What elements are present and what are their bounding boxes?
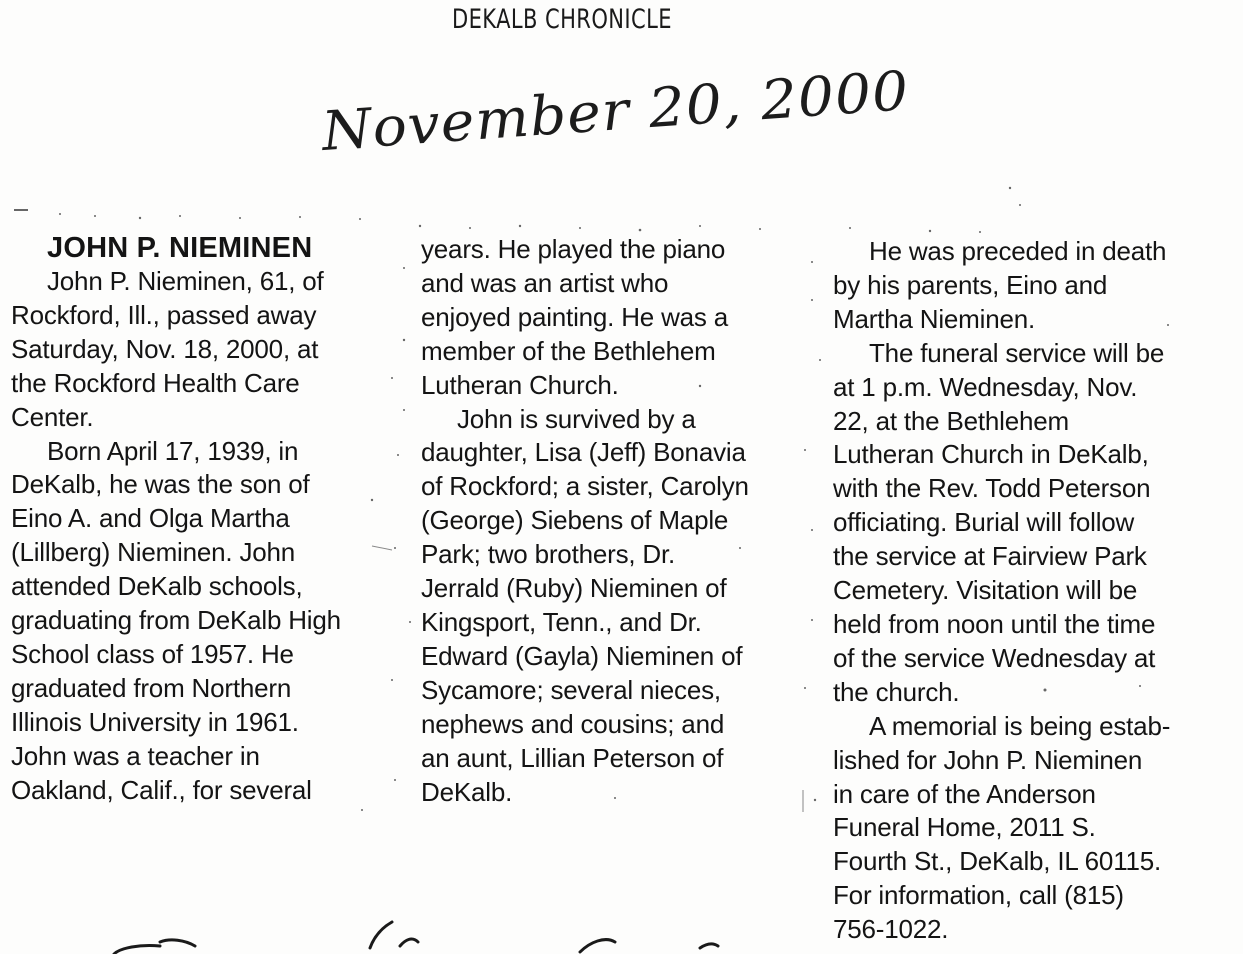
handwritten-date: November 20, 2000 [319, 59, 912, 163]
article-line: Kingsport, Tenn., and Dr. [421, 606, 702, 637]
article-line: Lutheran Church in DeKalb, [833, 439, 1149, 470]
article-line: Eino A. and Olga Martha [11, 503, 290, 534]
article-line: officiating. Burial will follow [833, 507, 1135, 538]
article-line: daughter, Lisa (Jeff) Bonavia [421, 437, 746, 468]
article-line: member of the Bethlehem [421, 335, 716, 366]
article-line: Illinois University in 1961. [11, 706, 299, 737]
article-line: Born April 17, 1939, in [47, 435, 299, 466]
article-line: attended DeKalb schools, [11, 571, 303, 602]
article-line: at 1 p.m. Wednesday, Nov. [833, 371, 1138, 402]
article-line: the Rockford Health Care [11, 367, 300, 398]
article-line: Sycamore; several nieces, [421, 674, 721, 705]
article-line: in care of the Anderson [833, 778, 1096, 809]
article-line: years. He played the piano [421, 234, 726, 264]
article-line: Jerrald (Ruby) Nieminen of [421, 573, 727, 604]
article-line: (George) Siebens of Maple [421, 505, 729, 536]
article-line: Center. [11, 401, 94, 432]
article-line: DeKalb, he was the son of [11, 469, 310, 500]
article-line: Park; two brothers, Dr. [421, 539, 676, 570]
article-line: The funeral service will be [869, 337, 1165, 368]
article-line: enjoyed painting. He was a [421, 301, 729, 332]
article-line: Funeral Home, 2011 S. [833, 812, 1096, 843]
article-line: John is survived by a [457, 403, 696, 434]
article-line: Martha Nieminen. [833, 303, 1035, 334]
newspaper-masthead: DEKALB CHRONICLE [452, 4, 672, 35]
article-line: and was an artist who [421, 267, 669, 298]
article-line: Fourth St., DeKalb, IL 60115. [833, 846, 1162, 877]
article-line: Edward (Gayla) Nieminen of [421, 640, 743, 671]
article-line: the church. [833, 676, 960, 707]
article-line: of Rockford; a sister, Carolyn [421, 471, 749, 502]
article-column-3 [833, 235, 1170, 947]
article-column-1 [11, 232, 341, 808]
article-line: School class of 1957. He [11, 638, 294, 669]
article-line: of the service Wednesday at [833, 642, 1156, 673]
article-line: (Lillberg) Nieminen. John [11, 537, 296, 568]
article-line: DeKalb. [421, 776, 513, 807]
article-column-2 [421, 233, 749, 809]
article-line: John was a teacher in [11, 740, 260, 771]
article-line: 756-1022. [833, 914, 949, 945]
handwritten-scrawl [100, 918, 740, 954]
article-line: He was preceded in death [869, 236, 1167, 266]
article-line: John P. Nieminen, 61, of [47, 266, 324, 296]
article-line: graduated from Northern [11, 672, 292, 703]
article-line: the service at Fairview Park [833, 541, 1147, 572]
article-line: Lutheran Church. [421, 369, 619, 400]
article-line: For information, call (815) [833, 880, 1124, 911]
article-line: Rockford, Ill., passed away [11, 299, 317, 330]
article-line: lished for John P. Nieminen [833, 744, 1143, 775]
article-line: held from noon until the time [833, 608, 1156, 639]
article-line: graduating from DeKalb High [11, 605, 341, 636]
article-line: nephews and cousins; and [421, 708, 725, 739]
article-line: A memorial is being estab- [869, 710, 1171, 741]
obituary-headline: JOHN P. NIEMINEN [47, 232, 313, 264]
article-line: an aunt, Lillian Peterson of [421, 742, 724, 773]
article-line: Saturday, Nov. 18, 2000, at [11, 333, 319, 364]
article-line: 22, at the Bethlehem [833, 405, 1069, 436]
article-line: with the Rev. Todd Peterson [833, 473, 1151, 504]
article-line: Cemetery. Visitation will be [833, 575, 1138, 606]
article-line: by his parents, Eino and [833, 269, 1108, 300]
article-line: Oakland, Calif., for several [11, 774, 312, 805]
